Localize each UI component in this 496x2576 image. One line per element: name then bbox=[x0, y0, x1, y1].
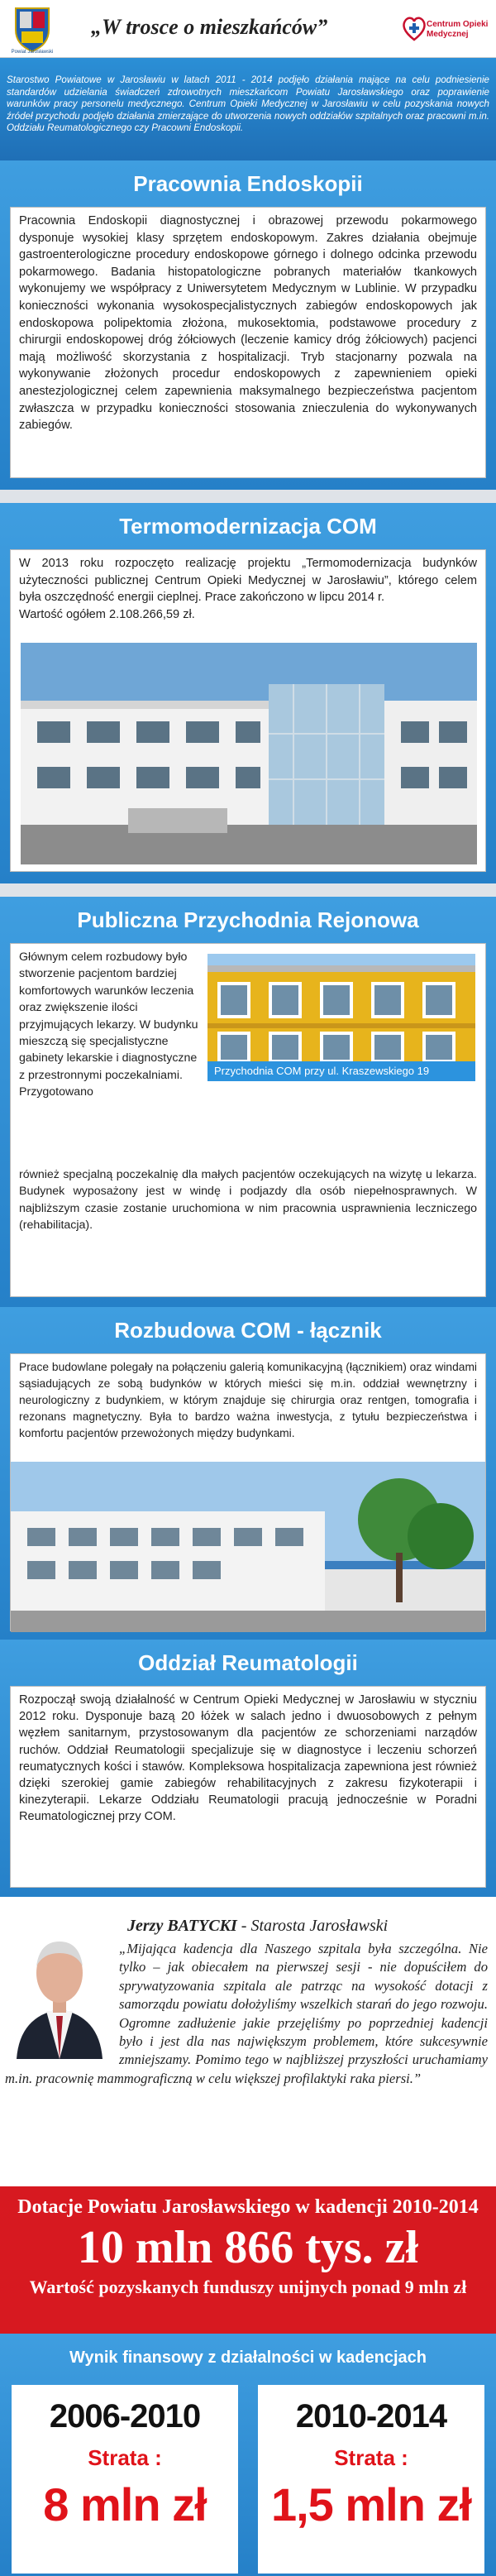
period-label: 2006-2010 bbox=[49, 2398, 201, 2435]
starosta-statement bbox=[0, 1897, 496, 2186]
section-text-panel bbox=[10, 1353, 486, 1631]
section-text: Pracownia Endoskopii diagnostycznej i obrazowej przewodu pokarmowego dysponuje wysokiej klasy sprzętem endoskopowym. Zakres działania obejmuje gastroenterologiczne procedury endoskopowe górnego i dolnego odcinka przewodu pokarmowego. Badania histopatologiczne pobranych materiałów tkankowych wykonujemy we współpracy z Uniwersytetem Medycznym w Lublinie. W przypadku konieczności wykonania wysokospecjalistycznych zabiegów endoskopowych jak endoskopowa polipektomia złożona, mukosektomia, podstawowe procedury z chirurgii endoskopowej dróg żółciowych (leczenie kamicy dróg żółciowych) pacjenci mają możliwość skorzystania z hospitalizacji. Tryb stacjonarny pozwala na wykonywanie złożonych procedur endoskopowych z zapewnieniem opieki anestezjologicznej celem zapewnienia maksymalnego bezpieczeństwa pacjentom zwłaszcza w przypadku konieczności stosowania znieczulenia do wykonywanych zabiegów. bbox=[19, 214, 477, 433]
section-text: Rozpoczął swoją działalność w Centrum Opieki Medycznej w Jarosławiu w styczniu 2012 roku. Dysponuje bazą 20 łóżek w salach jedno i dwuosobowych z pełnym węzłem sanitarnym, przystosowanym dla pacjentów ze schorzeniami narządów ruchów. Oddział Reumatologii specjalizuje się w diagnostyce i leczeniu schorzeń reumatycznych kości i stawów. Kompleksowa hospitalizacja zapewniona jest również dzięki szerokiej gamie zabiegów rehabilitacyjnych z zakresu fizykoterapii i kinezyterapii. Lekarze Oddziału Reumatologii pracują jednocześnie w Poradni Reumatologicznej przy COM. bbox=[19, 1693, 477, 1824]
clinic-photo bbox=[207, 954, 475, 1081]
section-text: Prace budowlane polegały na połączeniu galerią komunikacyjną (łącznikiem) oraz windami sąsiadujących ze sobą budynków w których mieści się m.in. oddział wewnętrzny i neurologiczny z budynkiem, w którym znajduje się chirurgia oraz rentgen, tomografia i rezonans magnetyczny. Była to bardzo ważna inwestycja, z tytułu bezpieczeństwa i komfortu pacjentów przewożonych między budynkami. bbox=[19, 1361, 477, 1439]
section-text-wide: również specjalną poczekalnię dla małych pacjentów oczekujących na wizytę u lekarza. Budynek wyposażony jest w windę i podjazdy dla osób niepełnosprawnych. W najbliższym czasie zostanie uruchomiona w nim pracownia usprawnienia leczniczego (rehabilitacja). bbox=[19, 1168, 477, 1233]
loss-amount: 1,5 mln zł bbox=[270, 2478, 472, 2531]
section-title: Pracownia Endoskopii bbox=[133, 171, 363, 196]
hospital-logo-text: Centrum Opieki Medycznej bbox=[427, 20, 489, 39]
result-box-2010-2014 bbox=[258, 2385, 484, 2574]
page-slogan: „W trosce o mieszkańców” bbox=[91, 15, 328, 39]
section-text-narrow: Głównym celem rozbudowy było stworzenie pacjentom bardziej komfortowych warunków leczenia oraz zwiększenie ilości przyjmujących lekarzy. W budynku mieszczą się specjalistyczne gabinety lekarskie i diagnostyczne z przestronnymi poczekalniami. Przygotowano bbox=[19, 950, 198, 1099]
starosta-quote-text: „Mijająca kadencja dla Naszego szpitala była szczególna. Nie tylko – jak obiecałem na pierwszej sesji - nie dopuściłem do sprywatyzowania szpitala ale patrząc na wysokość dotacji z samorządu powiatu dołożyliśmy wszelkich starań do jego rozwoju. Ogromne zadłużenie jakie przejęliśmy po poprzedniej kadencji było i jest dla nas największym problemem, które sukcesywnie zmniejszamy. Pomimo tego w najbliższej przyszłości uruchamiamy m.in. pracownię mammograficzną w celu większej profilaktyki raka piersi.” bbox=[5, 1941, 488, 2086]
section-clinic bbox=[0, 897, 496, 1307]
starosta-quote bbox=[5, 1940, 488, 2088]
section-text-panel bbox=[10, 207, 486, 478]
section-text-panel bbox=[10, 549, 486, 872]
coat-of-arms-icon bbox=[12, 5, 53, 53]
crest-label: Powiat Jarosławski bbox=[11, 50, 54, 55]
starosta-role: - Starosta Jarosławski bbox=[236, 1917, 389, 1935]
starosta-name-text: Jerzy BATYCKI bbox=[127, 1917, 237, 1935]
section-thermomodernization bbox=[0, 503, 496, 883]
photo-caption: Przychodnia COM przy ul. Kraszewskiego 19 bbox=[207, 1061, 475, 1081]
result-title: Wynik finansowy z działalności w kadencjach bbox=[69, 2349, 427, 2367]
starosta-name bbox=[127, 1917, 388, 1936]
section-endoscopy bbox=[0, 160, 496, 490]
subsidy-amount: 10 mln 866 tys. zł bbox=[77, 2222, 419, 2273]
loss-label: Strata : bbox=[88, 2445, 162, 2470]
section-title: Termomodernizacja COM bbox=[119, 514, 377, 539]
loss-amount: 8 mln zł bbox=[43, 2478, 207, 2531]
section-connector bbox=[0, 1307, 496, 1640]
eu-funds-line: Wartość pozyskanych funduszy unijnych ponad 9 mln zł bbox=[29, 2277, 467, 2297]
loss-label: Strata : bbox=[334, 2445, 408, 2470]
subsidy-banner bbox=[0, 2186, 496, 2334]
result-box-2006-2010 bbox=[12, 2385, 238, 2574]
section-text-panel bbox=[10, 1686, 486, 1888]
financial-result bbox=[0, 2334, 496, 2576]
intro-text: Starostwo Powiatowe w Jarosławiu w latach 2011 - 2014 podjęło działania mające na celu podniesienie standardów udzielania świadczeń zdrowotnych mieszkańcom Powiatu Jarosławskiego oraz poprawienie warunków pracy personelu medycznego. Centrum Opieki Medycznej w Jarosławiu w celu pozyskania nowych źródeł przychodu podjęło działania zmierzające do utworzenia nowych oddziałów szpitalnych oraz pracowni m.in. Oddziału Reumatologicznego czy Pracowni Endoskopii. bbox=[0, 58, 496, 160]
thermo-building-photo bbox=[21, 643, 477, 864]
heart-cross-icon bbox=[402, 15, 427, 43]
period-label: 2010-2014 bbox=[295, 2398, 447, 2435]
section-rheumatology bbox=[0, 1640, 496, 1897]
section-text-panel bbox=[10, 943, 486, 1297]
section-title: Rozbudowa COM - łącznik bbox=[114, 1318, 382, 1343]
project-value: Wartość ogółem 2.108.266,59 zł. bbox=[19, 607, 195, 621]
hospital-logo bbox=[402, 13, 491, 46]
section-text: W 2013 roku rozpoczęto realizację projektu „Termomodernizacja budynków użyteczności publicznej Centrum Opieki Medycznej w Jarosławiu”, którego celem była oszczędność energii cieplnej. Prace zakończono w lipcu 2014 r. bbox=[19, 557, 477, 605]
subsidy-heading: Dotacje Powiatu Jarosławskiego w kadencji 2010-2014 bbox=[17, 2196, 479, 2218]
section-title: Oddział Reumatologii bbox=[138, 1650, 358, 1675]
section-title: Publiczna Przychodnia Rejonowa bbox=[77, 907, 419, 932]
page-header bbox=[0, 0, 496, 58]
connector-building-photo bbox=[11, 1462, 485, 1632]
